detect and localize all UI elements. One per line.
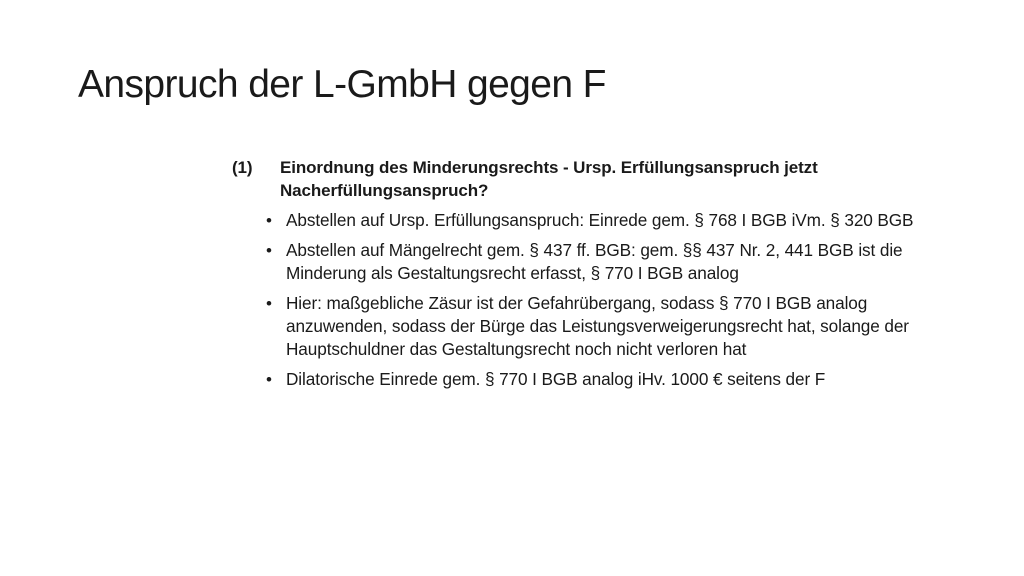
bullet-icon: • <box>266 241 272 260</box>
bullet-list <box>232 209 952 391</box>
numbered-heading <box>232 156 952 202</box>
bullet-icon: • <box>266 294 272 313</box>
bullet-item <box>266 239 952 285</box>
slide-content <box>232 156 952 398</box>
bullet-text: Hier: maßgebliche Zäsur ist der Gefahrübergang, sodass § 770 I BGB analog anzuwenden, sodass der Bürge das Leistungsverweigerungsrecht hat, solange der Hauptschuldner das Gestaltungsrecht noch nicht verloren hat <box>286 293 909 359</box>
bullet-item <box>266 368 952 391</box>
bullet-icon: • <box>266 211 272 230</box>
bullet-text: Abstellen auf Ursp. Erfüllungsanspruch: Einrede gem. § 768 I BGB iVm. § 320 BGB <box>286 210 914 230</box>
heading-text: Einordnung des Minderungsrechts - Ursp. Erfüllungsanspruch jetzt Nacherfüllungsanspruch? <box>280 158 818 200</box>
slide-title: Anspruch der L-GmbH gegen F <box>78 63 606 106</box>
bullet-text: Abstellen auf Mängelrecht gem. § 437 ff. BGB: gem. §§ 437 Nr. 2, 441 BGB ist die Minderung als Gestaltungsrecht erfasst, § 770 I BGB analog <box>286 240 903 283</box>
bullet-icon: • <box>266 370 272 389</box>
bullet-item <box>266 292 952 361</box>
bullet-item <box>266 209 952 232</box>
bullet-text: Dilatorische Einrede gem. § 770 I BGB analog iHv. 1000 € seitens der F <box>286 369 826 389</box>
heading-number: (1) <box>232 158 253 177</box>
